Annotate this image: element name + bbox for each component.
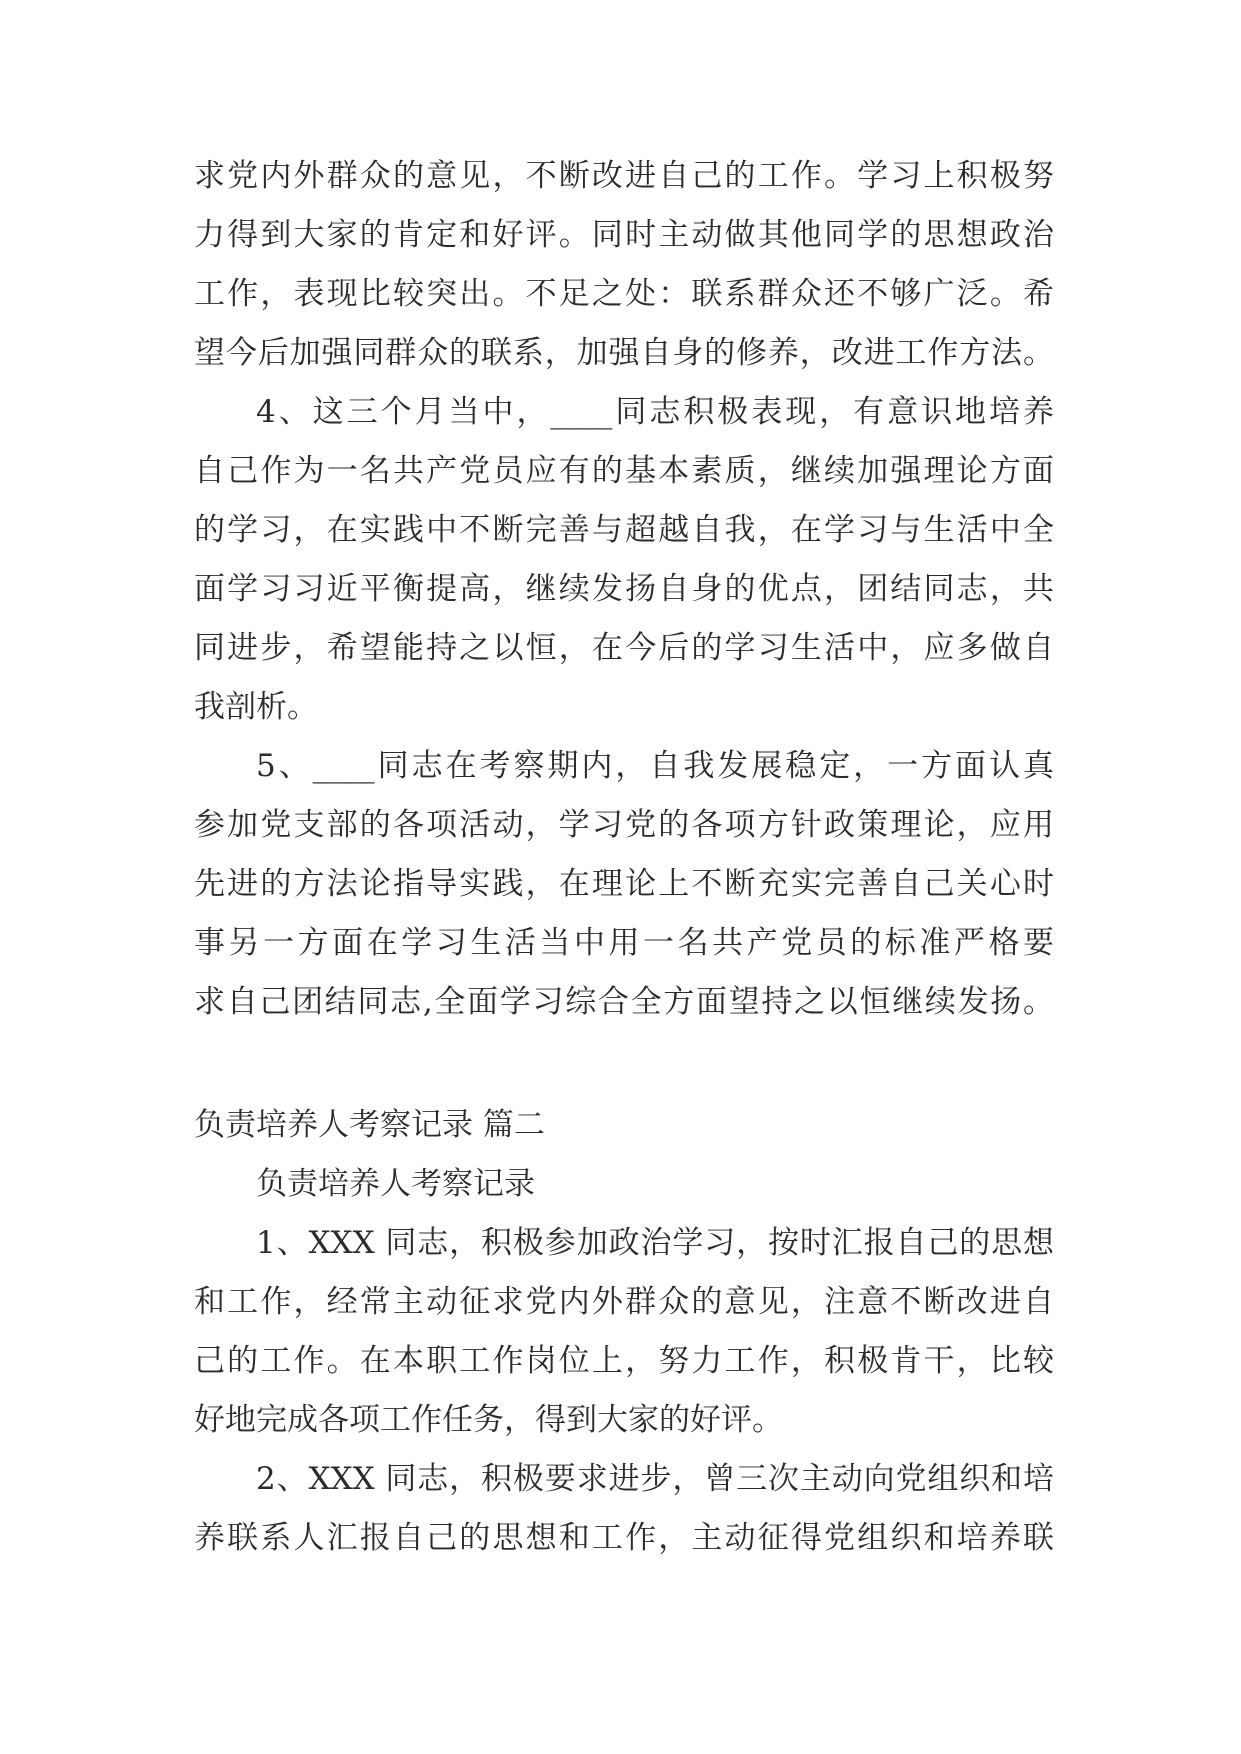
text-line: 事另一方面在学习生活当中用一名共产党员的标准严格要	[194, 925, 1054, 961]
text-line: 求党内外群众的意见，不断改进自己的工作。学习上积极努	[194, 158, 1054, 194]
text-line: 力得到大家的肯定和好评。同时主动做其他同学的思想政治	[194, 217, 1054, 253]
text-line: 工作，表现比较突出。不足之处：联系群众还不够广泛。希	[194, 276, 1054, 312]
section-gap	[194, 1041, 1054, 1105]
text-line: 面学习习近平衡提高，继续发扬自身的优点，团结同志，共	[194, 571, 1054, 607]
paragraph-s2	[194, 1459, 1054, 1558]
document-body	[194, 156, 1054, 1577]
text-line: 2、XXX 同志，积极要求进步，曾三次主动向党组织和培	[256, 1461, 1054, 1497]
text-line: 好地完成各项工作任务，得到大家的好评。	[194, 1402, 783, 1438]
text-line: 养联系人汇报自己的思想和工作，主动征得党组织和培养联	[194, 1520, 1054, 1556]
paragraph-4	[194, 392, 1054, 727]
section-subheading: 负责培养人考察记录	[256, 1166, 535, 1202]
text-line: 我剖析。	[194, 689, 318, 725]
text-line: 先进的方法论指导实践，在理论上不断充实完善自己关心时	[194, 866, 1054, 902]
text-line: 参加党支部的各项活动，学习党的各项方针政策理论，应用	[194, 807, 1054, 843]
paragraph-s1	[194, 1223, 1054, 1440]
section-heading: 负责培养人考察记录 篇二	[194, 1107, 545, 1143]
paragraph-continued	[194, 156, 1054, 373]
text-line: 己的工作。在本职工作岗位上，努力工作，积极肯干，比较	[194, 1343, 1054, 1379]
text-line: 1、XXX 同志，积极参加政治学习，按时汇报自己的思想	[256, 1225, 1054, 1261]
text-line: 同进步，希望能持之以恒，在今后的学习生活中，应多做自	[194, 630, 1054, 666]
text-line: 5、____同志在考察期内，自我发展稳定，一方面认真	[256, 748, 1054, 784]
text-line: 自己作为一名共产党员应有的基本素质，继续加强理论方面	[194, 453, 1054, 489]
text-line: 望今后加强同群众的联系，加强自身的修养，改进工作方法。	[194, 335, 1054, 371]
paragraph-5	[194, 746, 1054, 1022]
text-line: 求自己团结同志,全面学习综合全方面望持之以恒继续发扬。	[194, 984, 1054, 1020]
text-line: 4、这三个月当中，____同志积极表现，有意识地培养	[256, 394, 1054, 430]
text-line: 的学习，在实践中不断完善与超越自我，在学习与生活中全	[194, 512, 1054, 548]
text-line: 和工作，经常主动征求党内外群众的意见，注意不断改进自	[194, 1284, 1054, 1320]
